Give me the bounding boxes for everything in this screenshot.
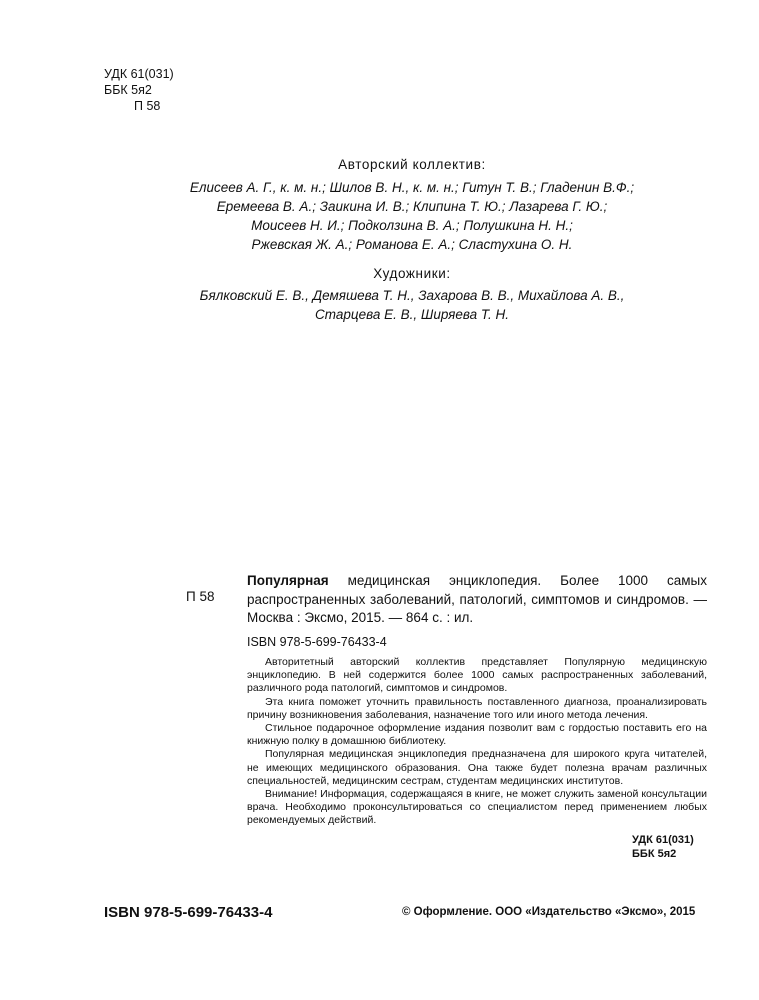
classification-block: [104, 66, 174, 114]
biblio-code: П 58: [186, 589, 215, 604]
bbk-code: ББК 5я2: [104, 83, 152, 97]
authors-list: [112, 178, 712, 254]
authors-line: Елисеев А. Г., к. м. н.; Шилов В. Н., к. м. н.; Гитун Т. В.; Гладенин В.Ф.;: [189, 180, 635, 195]
copyright-notice: © Оформление. ООО «Издательство «Эксмо», 2015: [402, 906, 696, 918]
footer-udk: УДК 61(031): [632, 834, 694, 846]
biblio-description: медицинская энциклопедия. Более 1000 самых распространенных заболеваний, патологий, симптомов и синдромов. — Москва : Эксмо, 2015. — 864 с. : ил.: [247, 573, 707, 625]
authors-line: Еремеева В. А.; Заикина И. В.; Клипина Т. Ю.; Лазарева Г. Ю.;: [216, 199, 608, 214]
authors-heading: Авторский коллектив:: [338, 157, 486, 172]
isbn-footer: ISBN 978-5-699-76433-4: [104, 904, 273, 921]
footer-classification: [632, 833, 694, 861]
authors-line: Ржевская Ж. А.; Романова Е. А.; Сластухина О. Н.: [251, 237, 573, 252]
bibliographic-record: [247, 572, 707, 628]
abstract-paragraph: Внимание! Информация, содержащаяся в книге, не может служить заменой консультации врача. Необходимо проконсультироваться со специалистом перед применением любых рекомендуемых действий.: [247, 788, 707, 827]
author-mark: П 58: [134, 99, 161, 113]
footer-bbk: ББК 5я2: [632, 848, 677, 860]
artists-line: Старцева Е. В., Ширяева Т. Н.: [315, 307, 509, 322]
artists-line: Бялковский Е. В., Демяшева Т. Н., Захарова В. В., Михайлова А. В.,: [199, 288, 625, 303]
abstract: [247, 656, 707, 828]
abstract-paragraph: Стильное подарочное оформление издания позволит вам с гордостью поставить его на книжную полку в домашнюю библиотеку.: [247, 722, 707, 748]
authors-line: Моисеев Н. И.; Подколзина В. А.; Полушкина Н. Н.;: [251, 218, 573, 233]
artists-heading: Художники:: [373, 266, 451, 281]
udk-code: УДК 61(031): [104, 67, 174, 81]
abstract-paragraph: Авторитетный авторский коллектив представляет Популярную медицинскую энциклопедию. В ней содержится более 1000 самых распространенных заболеваний, различного рода патологий, симптомов и синдромов.: [247, 656, 707, 695]
isbn-record: ISBN 978-5-699-76433-4: [247, 635, 387, 649]
abstract-paragraph: Популярная медицинская энциклопедия предназначена для широкого круга читателей, не имеющих медицинского образования. Она также будет полезна врачам различных специальностей, медицинским сестрам, студентам медицинских институтов.: [247, 748, 707, 787]
abstract-paragraph: Эта книга поможет уточнить правильность поставленного диагноза, проанализировать причину возникновения заболевания, назначение того или иного метода лечения.: [247, 695, 707, 721]
artists-list: [112, 286, 712, 324]
biblio-title-bold: Популярная: [247, 573, 329, 588]
